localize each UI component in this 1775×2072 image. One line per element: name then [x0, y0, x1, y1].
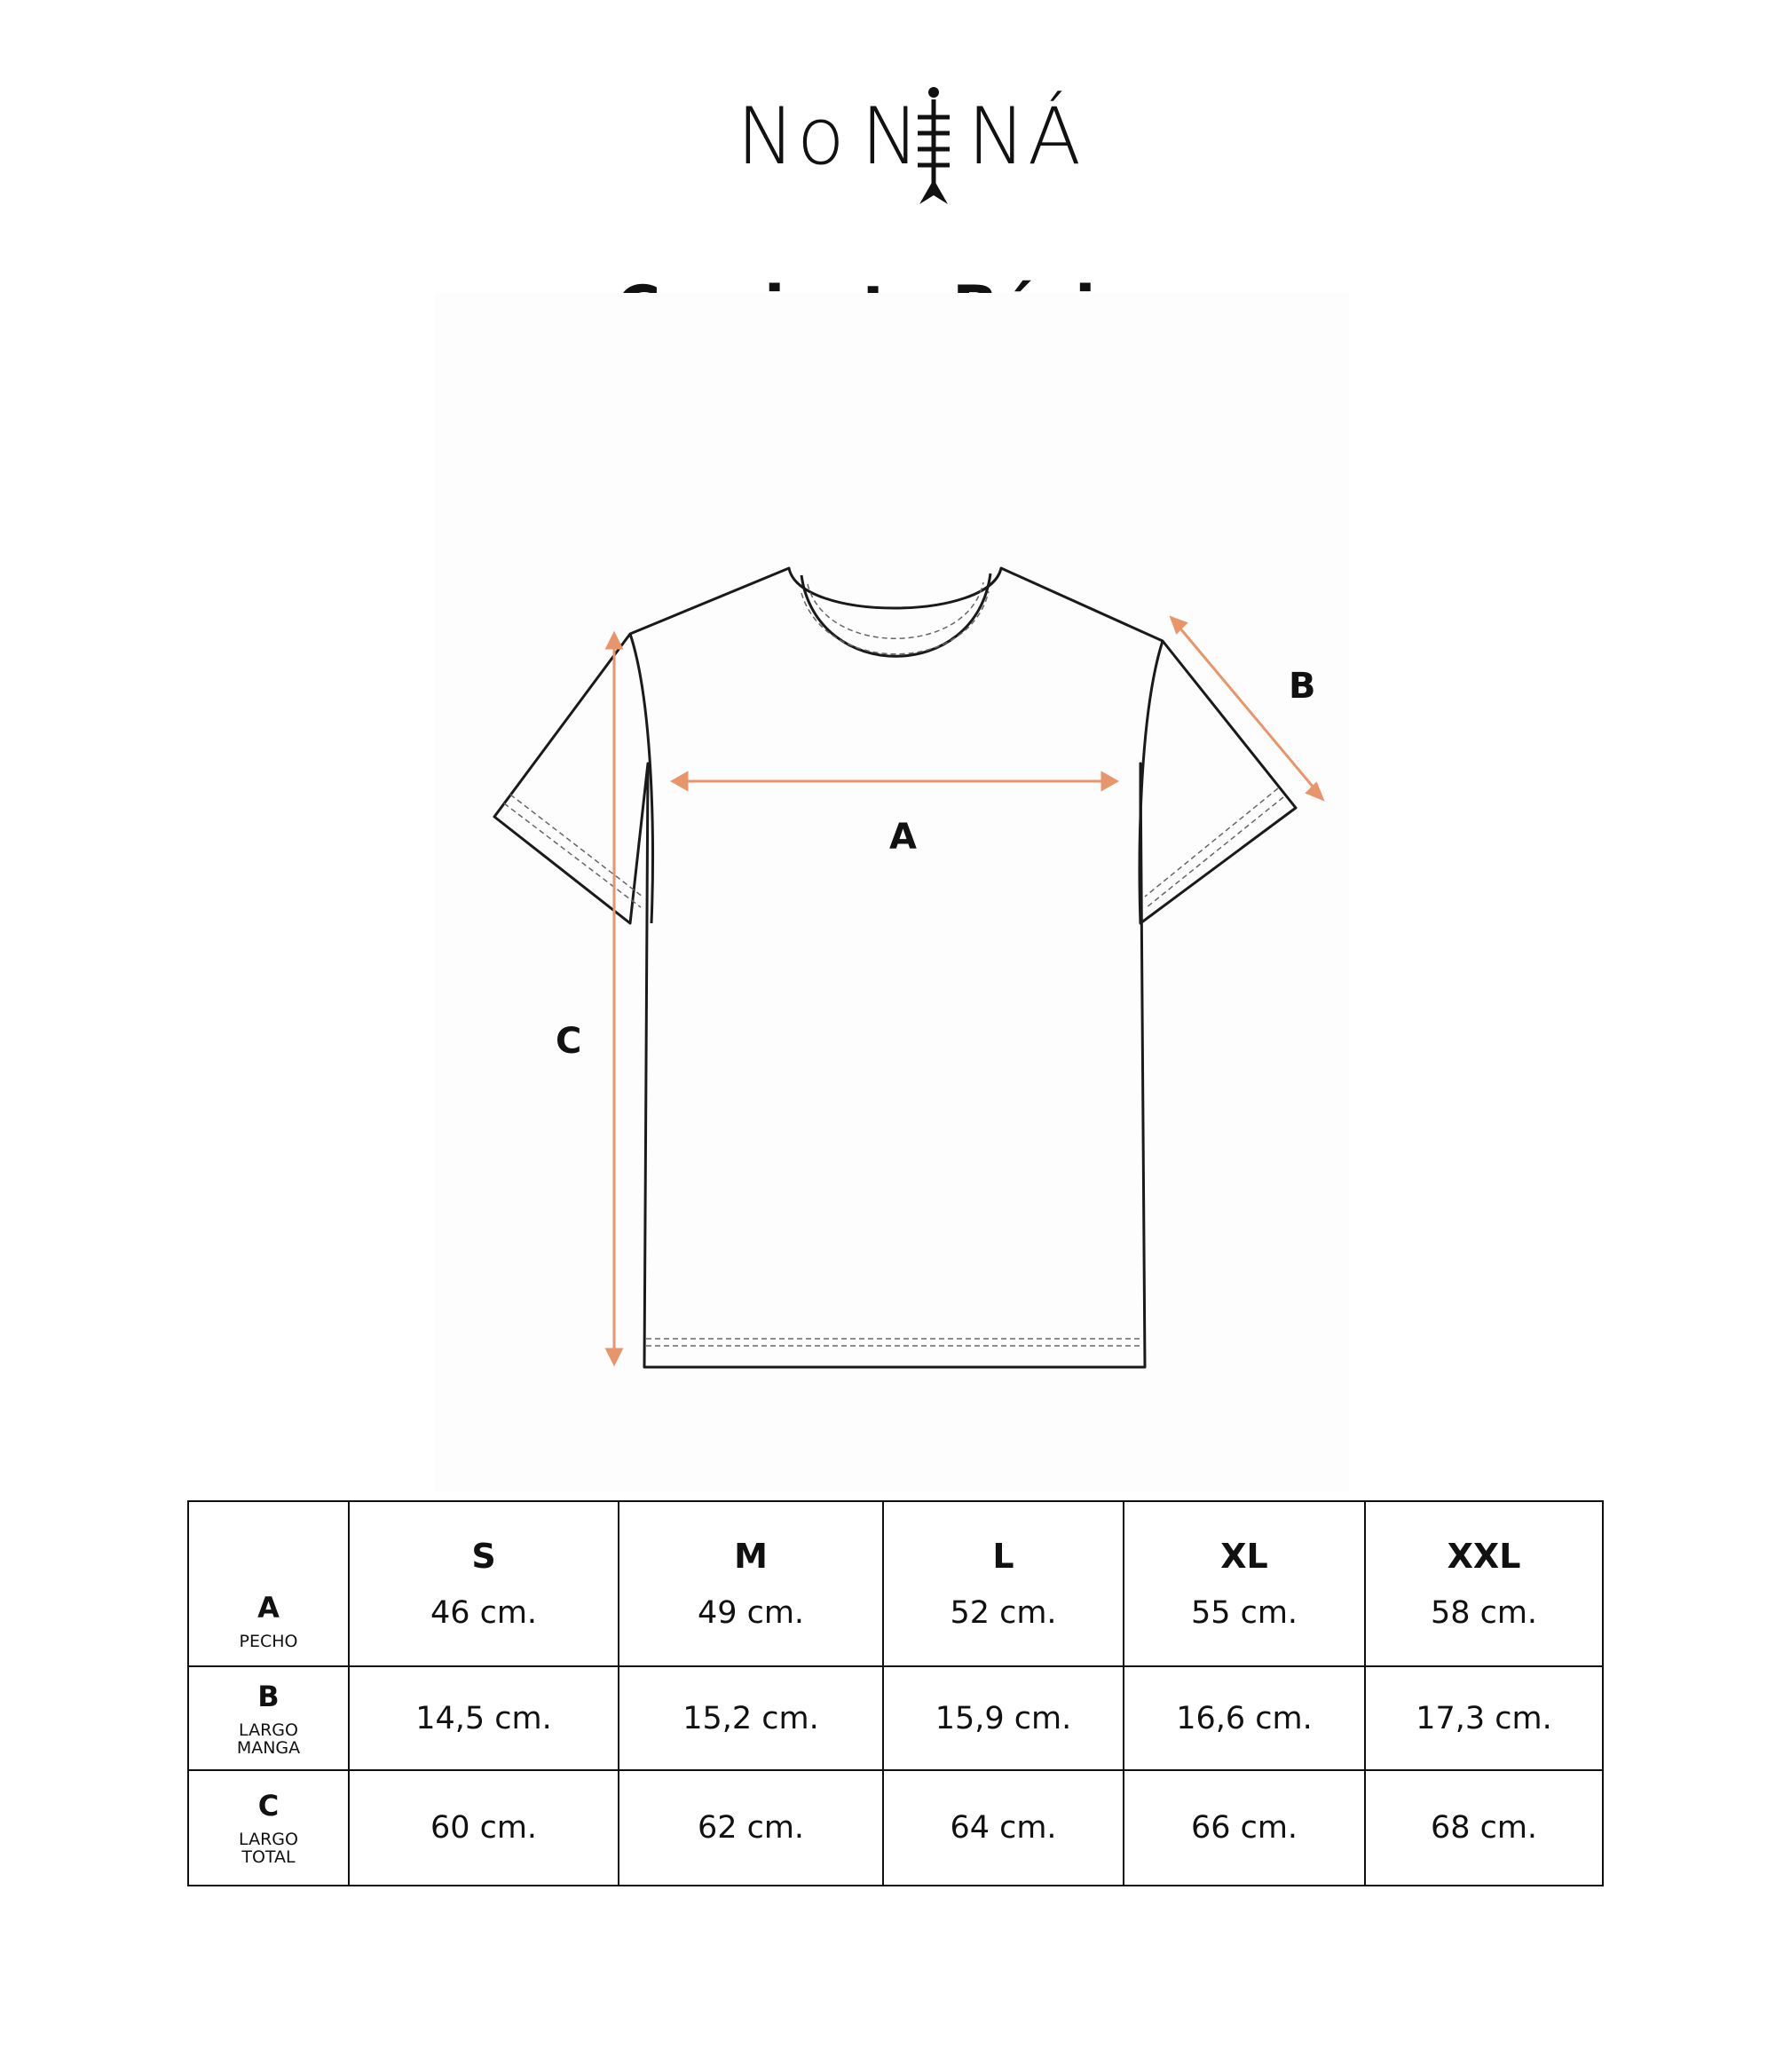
value-cell: 49 cm.: [697, 1595, 805, 1632]
brand-logo-text-2: N: [861, 91, 921, 182]
value-cell: 52 cm.: [950, 1595, 1057, 1632]
value-text: 64 cm.: [950, 1809, 1057, 1846]
size-header: XL: [1220, 1537, 1268, 1577]
value-text: 68 cm.: [1430, 1809, 1538, 1846]
value-text: 15,9 cm.: [935, 1700, 1072, 1736]
size-header: S: [471, 1537, 496, 1577]
collar: [801, 573, 990, 656]
brand-logo-text-3: NÁ: [967, 91, 1084, 182]
size-cell: [1124, 1501, 1365, 1666]
value-cell: 46 cm.: [430, 1595, 538, 1632]
value-cell: [619, 1666, 883, 1769]
row-header-b: [188, 1666, 349, 1769]
value-cell: [1124, 1666, 1365, 1769]
size-table: [187, 1500, 1604, 1886]
value-text: 60 cm.: [430, 1809, 538, 1846]
value-cell: [1365, 1666, 1603, 1769]
row-header-a: [188, 1501, 349, 1666]
value-cell: [883, 1666, 1124, 1769]
size-cell: [1365, 1501, 1603, 1666]
table-row: [188, 1501, 1603, 1666]
size-header: XXL: [1447, 1537, 1521, 1577]
row-sub: LARGO TOTAL: [239, 1829, 298, 1867]
value-cell: [349, 1666, 619, 1769]
size-cell: [349, 1501, 619, 1666]
row-sub: LARGO MANGA: [236, 1720, 301, 1758]
value-text: 17,3 cm.: [1416, 1700, 1552, 1736]
row-letter: C: [257, 1788, 280, 1823]
arrow-b: [1176, 623, 1318, 793]
row-letter: B: [257, 1679, 280, 1713]
value-cell: 55 cm.: [1190, 1595, 1298, 1632]
value-text: 62 cm.: [697, 1809, 805, 1846]
value-cell: [883, 1770, 1124, 1886]
size-header: L: [992, 1537, 1014, 1577]
value-cell: [619, 1770, 883, 1886]
brand-logo-text-1: No: [737, 91, 847, 182]
row-header-c: [188, 1770, 349, 1886]
value-text: 66 cm.: [1190, 1809, 1298, 1846]
size-cell: [619, 1501, 883, 1666]
value-text: 14,5 cm.: [415, 1700, 552, 1736]
value-cell: [349, 1770, 619, 1886]
value-cell: [1365, 1770, 1603, 1886]
table-row: [188, 1666, 1603, 1769]
row-sub: PECHO: [239, 1632, 298, 1652]
size-header: M: [734, 1537, 768, 1577]
value-cell: 58 cm.: [1430, 1595, 1538, 1632]
table-row: [188, 1770, 1603, 1886]
value-text: 15,2 cm.: [682, 1700, 819, 1736]
label-c: C: [556, 1021, 582, 1062]
value-text: 16,6 cm.: [1176, 1700, 1313, 1736]
label-a: A: [889, 817, 917, 858]
size-cell: [883, 1501, 1124, 1666]
value-cell: [1124, 1770, 1365, 1886]
label-b: B: [1289, 666, 1316, 707]
row-letter: A: [257, 1591, 280, 1625]
